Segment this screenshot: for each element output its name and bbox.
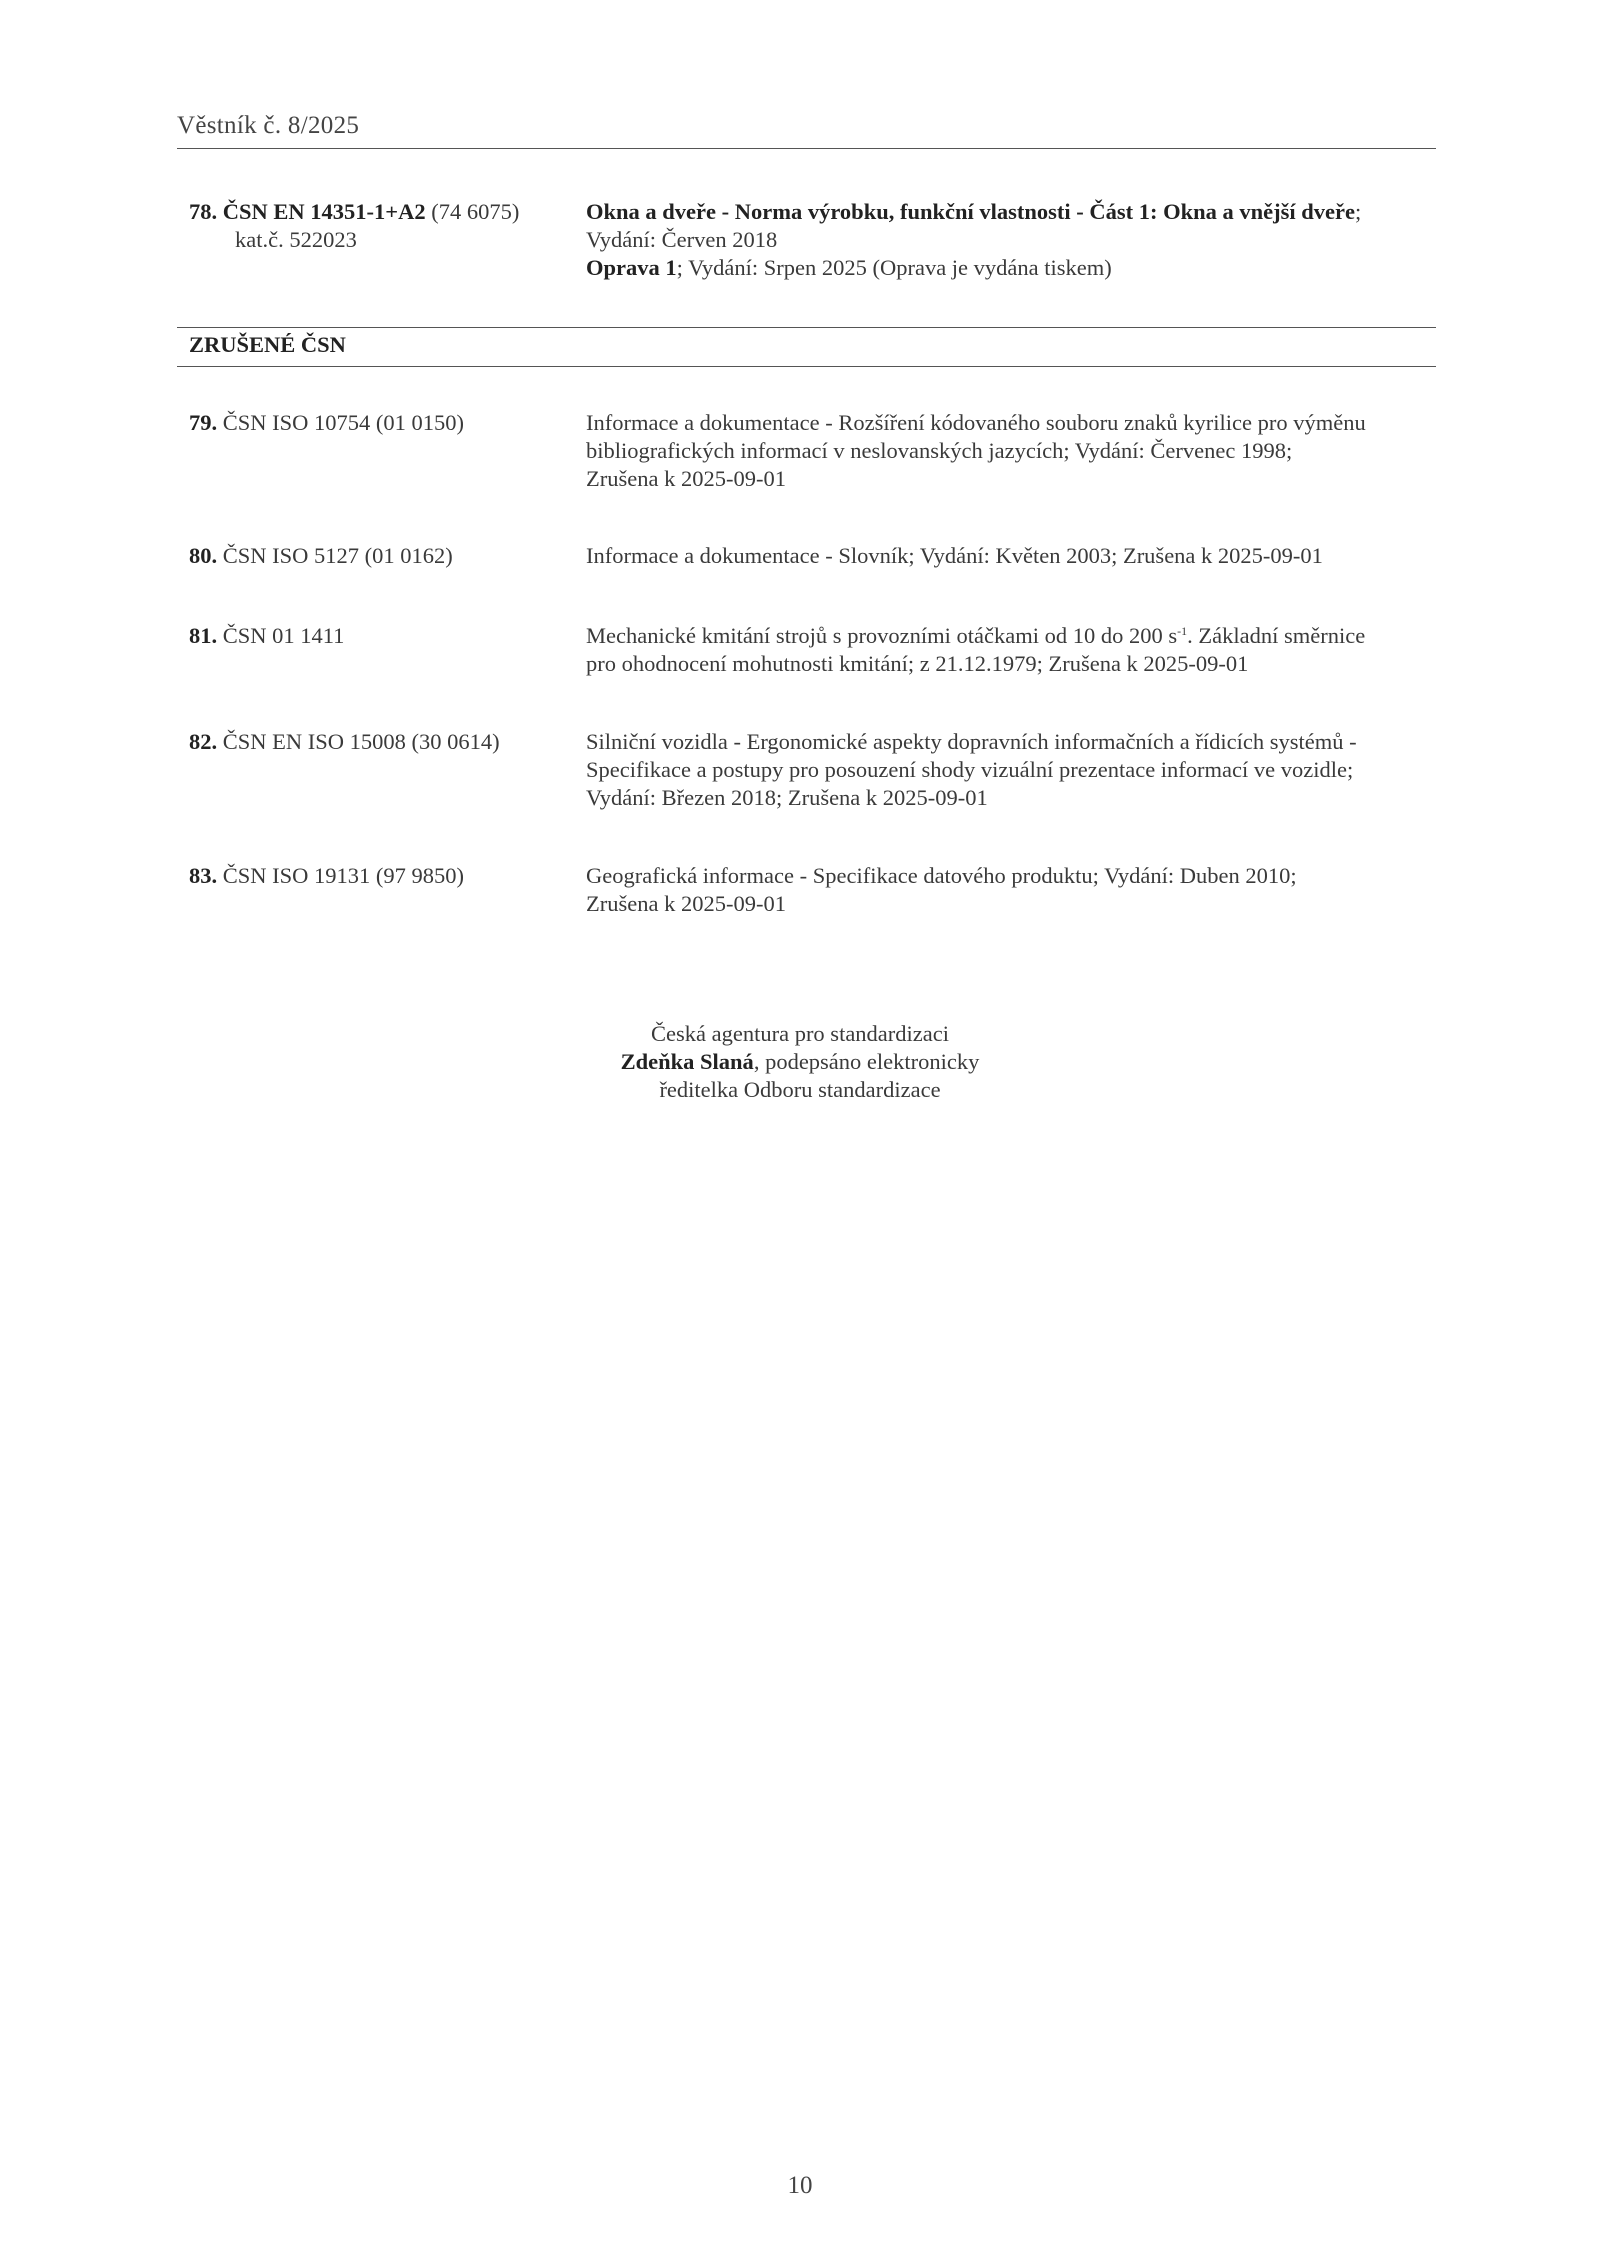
entry-number: 81. (189, 623, 218, 648)
signatory-role: ředitelka Odboru standardizace (659, 1077, 941, 1102)
standard-code: ČSN ISO 5127 (01 0162) (217, 543, 453, 568)
standard-code: ČSN ISO 19131 (97 9850) (217, 863, 465, 888)
entry-code (189, 862, 569, 890)
section-header-zrusene (177, 327, 1436, 367)
standard-code: ČSN ISO 10754 (01 0150) (217, 410, 465, 435)
description-line: Informace a dokumentace - Slovník; Vydání: Květen 2003; Zrušena k 2025-09-01 (586, 543, 1323, 568)
catalog-number: kat.č. 522023 (235, 227, 357, 252)
correction-details: ; Vydání: Srpen 2025 (Oprava je vydána tiskem) (676, 255, 1112, 280)
signature-block (0, 1020, 1600, 1104)
description-text: Mechanické kmitání strojů s provozními otáčkami od 10 do 200 s (586, 623, 1178, 648)
exponent: -1 (1177, 624, 1188, 638)
journal-title: Věstník č. 8/2025 (177, 112, 360, 139)
entry-code (189, 409, 569, 437)
entry-code (189, 728, 569, 756)
entry-description (586, 409, 1436, 493)
signature-note: , podepsáno elektronicky (753, 1049, 980, 1074)
entry-description (586, 198, 1436, 282)
section-title: ZRUŠENÉ ČSN (189, 332, 346, 357)
description-line: Specifikace a postupy pro posouzení shody vizuální prezentace informací ve vozidle; (586, 757, 1354, 782)
title-suffix: ; (1355, 199, 1362, 224)
entry-number: 82. (189, 729, 218, 754)
entry-code (189, 622, 569, 650)
description-line: Vydání: Březen 2018; Zrušena k 2025-09-01 (586, 785, 988, 810)
entry-description (586, 542, 1436, 570)
classification-code: (74 6075) (425, 199, 520, 224)
standard-code: ČSN EN ISO 15008 (30 0614) (217, 729, 500, 754)
description-text: . Základní směrnice (1187, 623, 1366, 648)
description-line: Silniční vozidla - Ergonomické aspekty dopravních informačních a řídicích systémů - (586, 729, 1357, 754)
page-number: 10 (787, 2172, 813, 2199)
standard-code: ČSN 01 1411 (217, 623, 345, 648)
description-line: pro ohodnocení mohutnosti kmitání; z 21.12.1979; Zrušena k 2025-09-01 (586, 651, 1249, 676)
entry-number: 83. (189, 863, 218, 888)
entry-description (586, 622, 1436, 678)
description-line (586, 622, 1436, 650)
description-line: Zrušena k 2025-09-01 (586, 891, 786, 916)
entry-code (189, 542, 569, 570)
entry-description (586, 728, 1436, 812)
standard-code: ČSN EN 14351-1+A2 (222, 199, 426, 224)
edition-line: Vydání: Červen 2018 (586, 227, 778, 252)
description-line: Zrušena k 2025-09-01 (586, 466, 786, 491)
signatory-name: Zdeňka Slaná (620, 1049, 754, 1074)
agency-name: Česká agentura pro standardizaci (651, 1021, 949, 1046)
description-line: bibliografických informací v neslovanských jazycích; Vydání: Červenec 1998; (586, 438, 1293, 463)
entry-code (189, 198, 569, 254)
page-header (177, 112, 1436, 149)
standard-title: Okna a dveře - Norma výrobku, funkční vlastnosti - Část 1: Okna a vnější dveře (586, 199, 1355, 224)
correction-label: Oprava 1 (586, 255, 677, 280)
entry-number: 80. (189, 543, 218, 568)
description-line: Informace a dokumentace - Rozšíření kódovaného souboru znaků kyrilice pro výměnu (586, 410, 1366, 435)
entry-number: 78. (189, 199, 218, 224)
entry-description (586, 862, 1436, 918)
entry-number: 79. (189, 410, 218, 435)
description-line: Geografická informace - Specifikace datového produktu; Vydání: Duben 2010; (586, 863, 1297, 888)
